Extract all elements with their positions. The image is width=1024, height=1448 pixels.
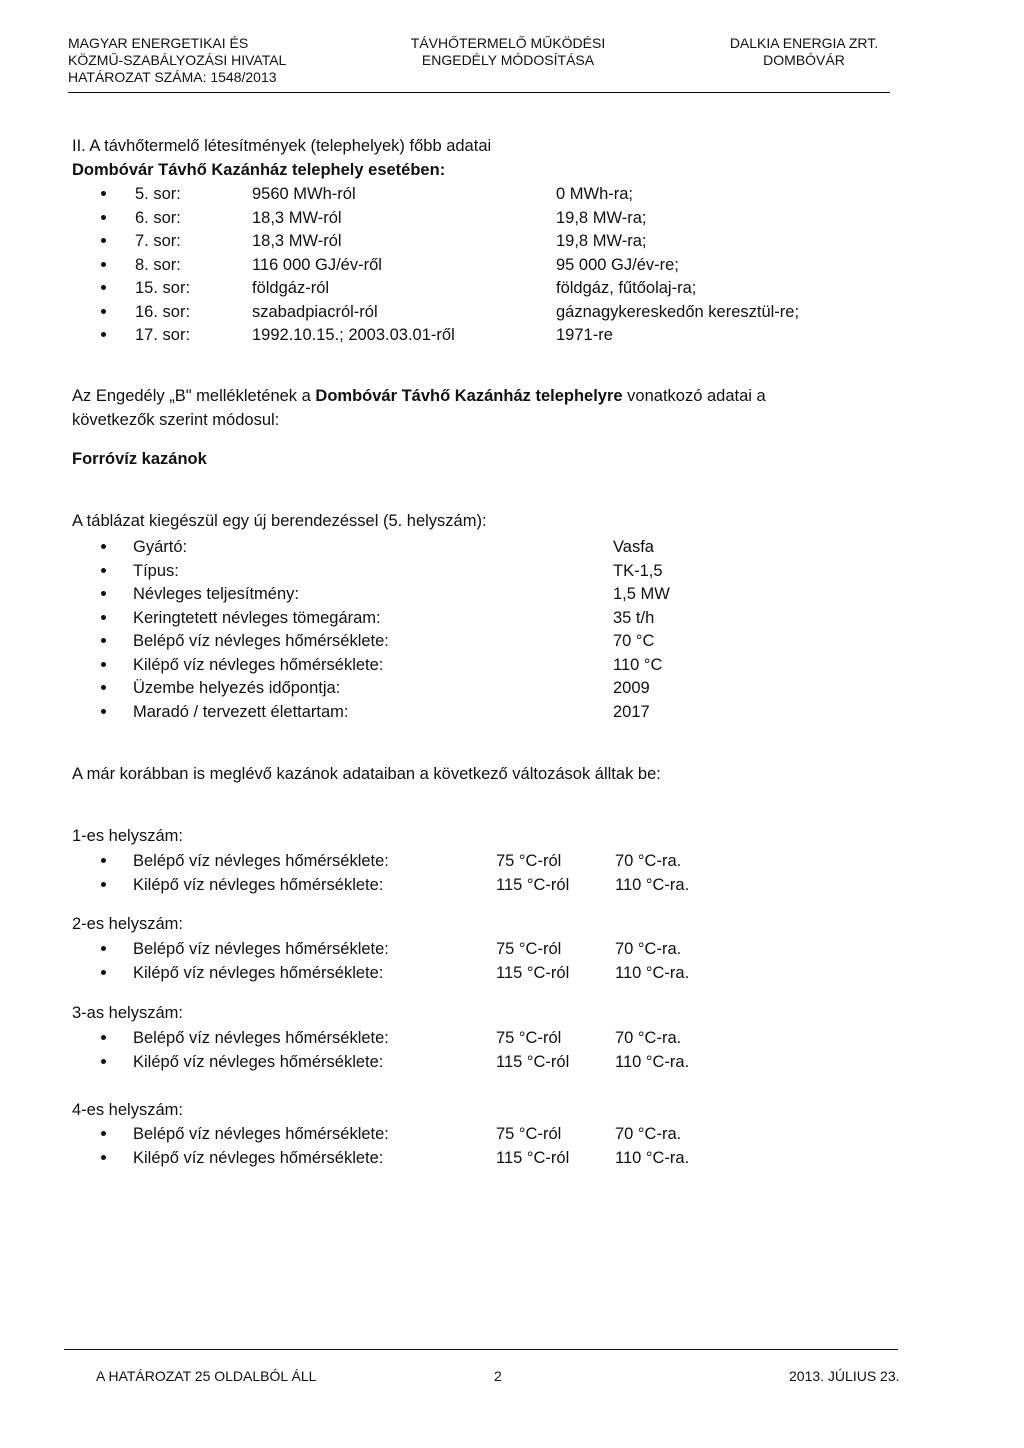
header-center — [388, 35, 628, 69]
change-to: 70 °C-ra. — [615, 1029, 682, 1047]
header-left-line-1: MAGYAR ENERGETIKAI ÉS — [68, 35, 249, 51]
device-value: 2017 — [613, 703, 650, 721]
change-label: Belépő víz névleges hőmérséklete: — [133, 1029, 389, 1047]
sor-to: 19,8 MW-ra; — [556, 209, 647, 227]
change-label: Belépő víz névleges hőmérséklete: — [133, 852, 389, 870]
helyszam-title: 1-es helyszám: — [72, 827, 183, 845]
change-from: 115 °C-ról — [496, 876, 570, 894]
device-value: 1,5 MW — [613, 585, 670, 603]
header-left-line-3: HATÁROZAT SZÁMA: 1548/2013 — [68, 69, 277, 85]
bullet-icon — [101, 191, 106, 196]
changes-intro: A már korábban is meglévő kazánok adataiban a következő változások álltak be: — [72, 765, 661, 783]
device-label: Névleges teljesítmény: — [133, 585, 299, 603]
bullet-icon — [101, 858, 106, 863]
bullet-icon — [101, 568, 106, 573]
sor-label: 8. sor: — [135, 256, 181, 274]
intro-text-bold: Dombóvár Távhő Kazánház telephelyre — [315, 387, 623, 405]
change-from: 115 °C-ról — [496, 964, 570, 982]
sor-to: földgáz, fűtőolaj-ra; — [556, 279, 697, 297]
device-label: Belépő víz névleges hőmérséklete: — [133, 632, 389, 650]
bullet-icon — [101, 1131, 106, 1136]
helyszam-title: 2-es helyszám: — [72, 915, 183, 933]
bullet-icon — [101, 332, 106, 337]
change-to: 70 °C-ra. — [615, 852, 682, 870]
change-from: 75 °C-ról — [496, 852, 562, 870]
device-value: TK-1,5 — [613, 562, 663, 580]
sor-from: szabadpiacról-ról — [252, 303, 378, 321]
change-from: 75 °C-ról — [496, 940, 562, 958]
device-label: Üzembe helyezés időpontja: — [133, 679, 341, 697]
bullet-icon — [101, 544, 106, 549]
device-value: 110 °C — [613, 656, 663, 674]
sor-to: 1971-re — [556, 326, 613, 344]
change-to: 110 °C-ra. — [615, 876, 690, 894]
change-label: Belépő víz névleges hőmérséklete: — [133, 940, 389, 958]
change-from: 115 °C-ról — [496, 1149, 570, 1167]
bullet-icon — [101, 638, 106, 643]
sor-from: 9560 MWh-ról — [252, 185, 356, 203]
header-rule — [68, 92, 890, 93]
intro-paragraph-line-1 — [72, 386, 766, 406]
bullet-icon — [101, 662, 106, 667]
helyszam-title: 4-es helyszám: — [72, 1101, 183, 1119]
device-value: 2009 — [613, 679, 650, 697]
header-center-line-1: TÁVHŐTERMELŐ MŰKÖDÉSI — [410, 35, 606, 51]
bullet-icon — [101, 215, 106, 220]
sor-label: 6. sor: — [135, 209, 181, 227]
bullet-icon — [101, 615, 106, 620]
sor-label: 17. sor: — [135, 326, 191, 344]
sor-from: földgáz-ról — [252, 279, 330, 297]
sor-label: 16. sor: — [135, 303, 191, 321]
bullet-icon — [101, 1059, 106, 1064]
intro-paragraph-line-2: következők szerint módosul: — [72, 411, 280, 429]
device-label: Kilépő víz névleges hőmérséklete: — [133, 656, 384, 674]
header-left-line-2: KÖZMŰ-SZABÁLYOZÁSI HIVATAL — [68, 52, 287, 68]
sor-from: 1992.10.15.; 2003.03.01-ről — [252, 326, 455, 344]
sor-from: 116 000 GJ/év-ről — [252, 256, 382, 274]
bullet-icon — [101, 882, 106, 887]
change-label: Kilépő víz névleges hőmérséklete: — [133, 1053, 384, 1071]
bullet-icon — [101, 238, 106, 243]
bullet-icon — [101, 946, 106, 951]
device-label: Maradó / tervezett élettartam: — [133, 703, 349, 721]
footer-pages: A HATÁROZAT 25 OLDALBÓL ÁLL — [96, 1368, 317, 1384]
change-to: 70 °C-ra. — [615, 1125, 682, 1143]
header-left — [68, 35, 286, 86]
bullet-icon — [101, 262, 106, 267]
section-title: II. A távhőtermelő létesítmények (telephelyek) főbb adatai — [72, 137, 492, 155]
device-value: Vasfa — [613, 538, 654, 556]
sor-to: 95 000 GJ/év-re; — [556, 256, 679, 274]
device-label: Típus: — [133, 562, 179, 580]
helyszam-title: 3-as helyszám: — [72, 1004, 183, 1022]
bullet-icon — [101, 1035, 106, 1040]
change-label: Kilépő víz névleges hőmérséklete: — [133, 964, 384, 982]
intro-text-b: vonatkozó adatai a — [622, 387, 766, 405]
change-to: 110 °C-ra. — [615, 964, 690, 982]
bullet-icon — [101, 970, 106, 975]
sor-from: 18,3 MW-ról — [252, 232, 342, 250]
sor-label: 7. sor: — [135, 232, 181, 250]
bullet-icon — [101, 709, 106, 714]
sor-label: 5. sor: — [135, 185, 181, 203]
change-label: Kilépő víz névleges hőmérséklete: — [133, 1149, 384, 1167]
footer-rule — [64, 1349, 898, 1350]
boilers-heading: Forróvíz kazánok — [72, 450, 207, 468]
footer-date: 2013. JÚLIUS 23. — [789, 1368, 900, 1384]
change-from: 75 °C-ról — [496, 1029, 562, 1047]
change-label: Kilépő víz névleges hőmérséklete: — [133, 876, 384, 894]
change-from: 75 °C-ról — [496, 1125, 562, 1143]
change-to: 110 °C-ra. — [615, 1149, 690, 1167]
sor-label: 15. sor: — [135, 279, 191, 297]
device-label: Gyártó: — [133, 538, 188, 556]
bullet-icon — [101, 591, 106, 596]
device-label: Keringtetett névleges tömegáram: — [133, 609, 381, 627]
change-to: 110 °C-ra. — [615, 1053, 690, 1071]
new-device-intro: A táblázat kiegészül egy új berendezéssel (5. helyszám): — [72, 512, 487, 530]
bullet-icon — [101, 685, 106, 690]
footer-page-number: 2 — [494, 1368, 502, 1384]
change-to: 70 °C-ra. — [615, 940, 682, 958]
bullet-icon — [101, 309, 106, 314]
device-value: 70 °C — [613, 632, 655, 650]
device-value: 35 t/h — [613, 609, 655, 627]
section-subtitle: Dombóvár Távhő Kazánház telephely esetében: — [72, 161, 446, 179]
sor-to: 0 MWh-ra; — [556, 185, 634, 203]
header-right-line-2: DOMBÓVÁR — [763, 52, 845, 68]
header-center-line-2: ENGEDÉLY MÓDOSÍTÁSA — [421, 52, 595, 68]
intro-text-a: Az Engedély „B" mellékletének a — [72, 387, 316, 405]
bullet-icon — [101, 285, 106, 290]
header-right — [716, 35, 892, 69]
sor-to: 19,8 MW-ra; — [556, 232, 647, 250]
change-from: 115 °C-ról — [496, 1053, 570, 1071]
sor-to: gáznagykereskedőn keresztül-re; — [556, 303, 800, 321]
change-label: Belépő víz névleges hőmérséklete: — [133, 1125, 389, 1143]
header-right-line-1: DALKIA ENERGIA ZRT. — [729, 35, 879, 51]
sor-from: 18,3 MW-ról — [252, 209, 342, 227]
bullet-icon — [101, 1155, 106, 1160]
